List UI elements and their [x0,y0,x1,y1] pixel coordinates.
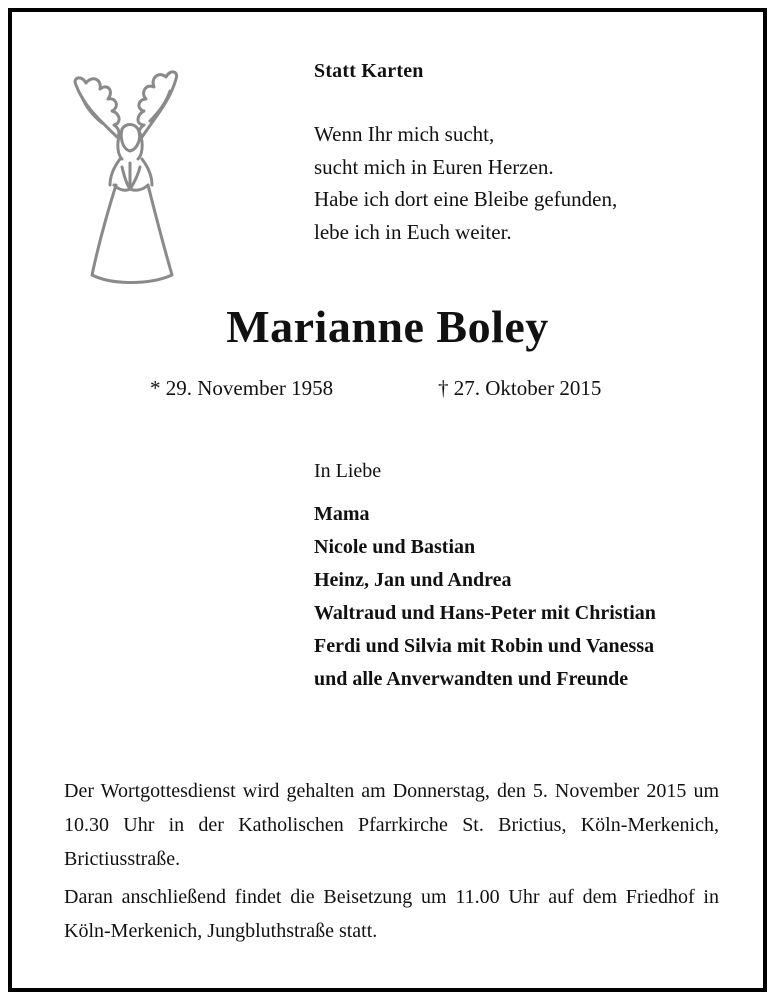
mourner-entry: Ferdi und Silvia mit Robin und Vanessa [314,635,655,657]
poem-line: sucht mich in Euren Herzen. [314,154,554,179]
mourner-entry: Heinz, Jan und Andrea [314,569,512,591]
heading-statt-karten: Statt Karten [314,60,424,82]
deceased-name: Marianne Boley [226,301,549,352]
mourners-intro: In Liebe [314,460,382,482]
mourner-entry: Waltraud und Hans-Peter mit Christian [314,602,656,624]
poem [314,118,617,248]
mourner-entry: und alle Anverwandten und Freunde [314,668,629,690]
mourner-entry: Nicole und Bastian [314,536,476,558]
poem-line: Wenn Ihr mich sucht, [314,122,495,146]
mourners-list [314,498,656,696]
poem-line: lebe ich in Euch weiter. [314,219,512,244]
poem-line: Habe ich dort eine Bleibe gefunden, [314,187,618,211]
obituary-card [8,8,767,992]
birth-date: * 29. November 1958 [150,376,334,400]
mourner-entry: Mama [314,503,370,525]
death-date: † 27. Oktober 2015 [438,376,602,400]
service-notice: Der Wortgottesdienst wird gehalten am Donnerstag, den 5. November 2015 um 10.30 Uhr in der Katholischen Pfarrkirche St. Brictius, Köln-Merkenich, Brictiusstraße. [64,780,719,870]
praying-angel-icon [62,67,192,292]
burial-notice: Daran anschließend findet die Beisetzung um 11.00 Uhr auf dem Friedhof in Köln-Merkenich, Jungbluthstraße statt. [64,886,719,942]
